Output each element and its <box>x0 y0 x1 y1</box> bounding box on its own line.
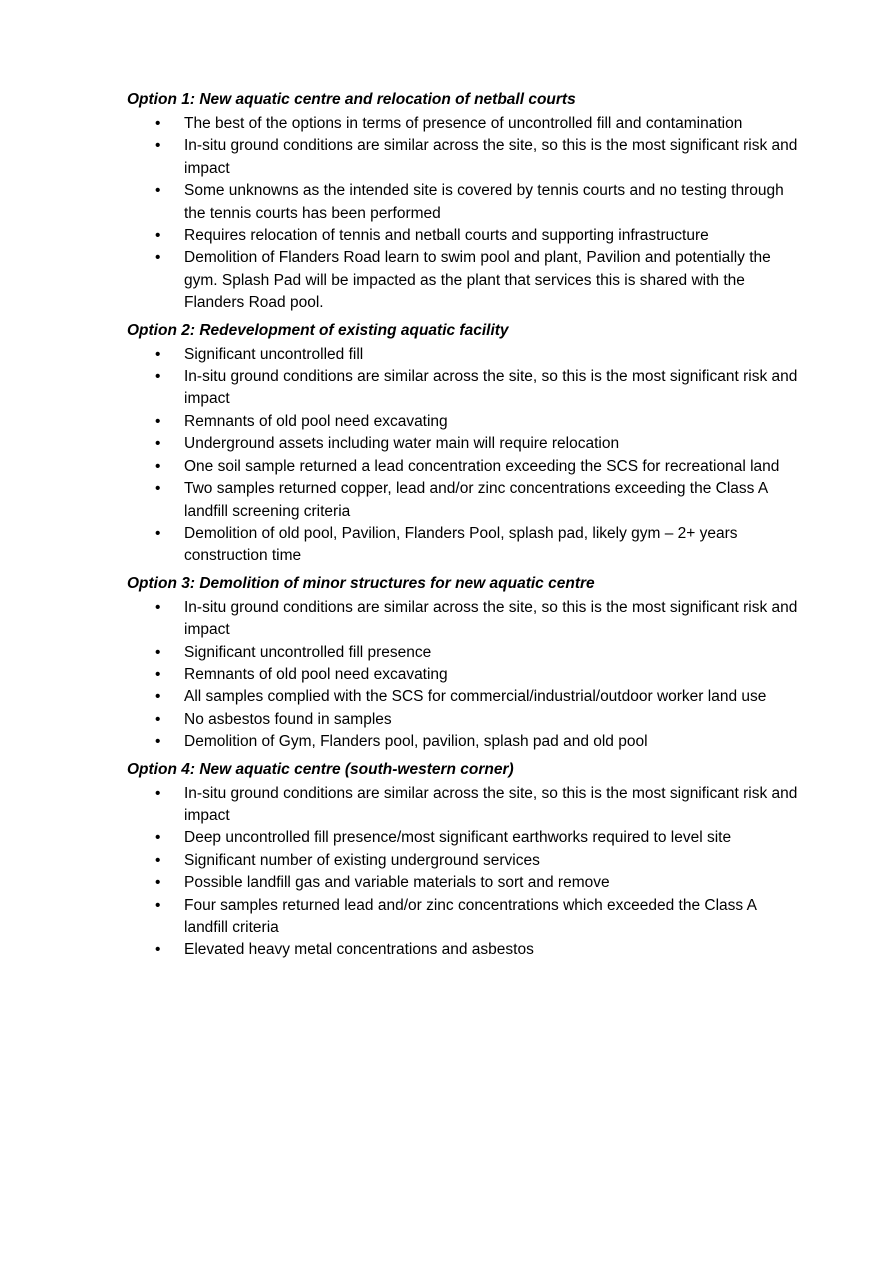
bullet-icon: • <box>155 524 161 542</box>
list-item <box>127 664 799 686</box>
bullet-icon: • <box>155 896 161 914</box>
list-item <box>127 225 799 247</box>
bullet-icon: • <box>155 784 161 802</box>
list-item <box>127 113 799 135</box>
bullet-icon: • <box>155 941 161 959</box>
list-item-text: Underground assets including water main will require relocation <box>184 435 620 453</box>
list-item <box>127 731 799 753</box>
section-heading: Option 2: Redevelopment of existing aquatic facility <box>127 321 509 339</box>
list-item-text: In-situ ground conditions are similar across the site, so this is the most significant risk and impact <box>184 137 798 177</box>
document-body <box>127 89 799 967</box>
list-item-text: Significant uncontrolled fill <box>184 345 364 363</box>
list-item <box>127 895 799 940</box>
bullet-icon: • <box>155 665 161 683</box>
bullet-icon: • <box>155 457 161 475</box>
option-section <box>127 320 799 568</box>
bullet-list <box>127 113 799 315</box>
bullet-icon: • <box>155 345 161 363</box>
list-item-text: All samples complied with the SCS for commercial/industrial/outdoor worker land use <box>184 688 767 706</box>
list-item <box>127 433 799 455</box>
bullet-icon: • <box>155 829 161 847</box>
list-item <box>127 686 799 708</box>
list-item <box>127 247 799 314</box>
list-item-text: Significant uncontrolled fill presence <box>184 643 432 661</box>
bullet-list <box>127 344 799 568</box>
list-item-text: The best of the options in terms of presence of uncontrolled fill and contamination <box>184 115 743 132</box>
list-item-text: Requires relocation of tennis and netball courts and supporting infrastructure <box>184 227 709 245</box>
list-item-text: Demolition of old pool, Pavilion, Flanders Pool, splash pad, likely gym – 2+ years construction time <box>184 524 738 565</box>
bullet-icon: • <box>155 598 161 616</box>
list-item <box>127 783 799 828</box>
list-item <box>127 827 799 849</box>
section-heading: Option 4: New aquatic centre (south-western corner) <box>127 760 514 778</box>
bullet-icon: • <box>155 412 161 430</box>
list-item-text: Remnants of old pool need excavating <box>184 412 448 430</box>
list-item <box>127 523 799 568</box>
bullet-list <box>127 783 799 962</box>
list-item-text: One soil sample returned a lead concentration exceeding the SCS for recreational land <box>184 457 780 475</box>
option-section <box>127 89 799 315</box>
bullet-icon: • <box>155 710 161 728</box>
list-item <box>127 597 799 642</box>
list-item <box>127 709 799 731</box>
list-item-text: Possible landfill gas and variable materials to sort and remove <box>184 874 610 892</box>
list-item-text: Deep uncontrolled fill presence/most significant earthworks required to level site <box>184 829 732 847</box>
list-item-text: No asbestos found in samples <box>184 710 392 728</box>
bullet-icon: • <box>155 249 161 267</box>
list-item-text: Four samples returned lead and/or zinc concentrations which exceeded the Class A landfill criteria <box>184 896 757 936</box>
list-item <box>127 872 799 894</box>
list-item-text: In-situ ground conditions are similar across the site, so this is the most significant risk and impact <box>184 598 798 639</box>
list-item-text: Some unknowns as the intended site is covered by tennis courts and no testing through the tennis courts has been performed <box>184 182 784 222</box>
bullet-icon: • <box>155 643 161 661</box>
list-item <box>127 456 799 478</box>
list-item-text: Remnants of old pool need excavating <box>184 665 448 683</box>
bullet-icon: • <box>155 115 161 132</box>
list-item-text: In-situ ground conditions are similar across the site, so this is the most significant risk and impact <box>184 368 798 408</box>
bullet-icon: • <box>155 227 161 245</box>
bullet-list <box>127 597 799 754</box>
list-item <box>127 939 799 961</box>
list-item <box>127 180 799 225</box>
bullet-icon: • <box>155 688 161 706</box>
section-heading: Option 3: Demolition of minor structures for new aquatic centre <box>127 574 595 592</box>
bullet-icon: • <box>155 480 161 498</box>
option-section <box>127 759 799 962</box>
bullet-icon: • <box>155 435 161 453</box>
bullet-icon: • <box>155 368 161 386</box>
list-item <box>127 344 799 366</box>
section-heading: Option 1: New aquatic centre and relocation of netball courts <box>127 91 576 108</box>
bullet-icon: • <box>155 733 161 751</box>
list-item-text: Significant number of existing underground services <box>184 851 540 869</box>
list-item-text: Two samples returned copper, lead and/or zinc concentrations exceeding the Class A landfill screening criteria <box>184 480 768 520</box>
list-item-text: Elevated heavy metal concentrations and asbestos <box>184 941 534 959</box>
bullet-icon: • <box>155 874 161 892</box>
list-item <box>127 642 799 664</box>
list-item-text: Demolition of Flanders Road learn to swim pool and plant, Pavilion and potentially the gym. Splash Pad will be impacted as the plant that services this is shared with the Flanders Road pool. <box>184 249 771 312</box>
list-item-text: Demolition of Gym, Flanders pool, pavilion, splash pad and old pool <box>184 733 648 751</box>
bullet-icon: • <box>155 137 161 155</box>
list-item <box>127 135 799 180</box>
bullet-icon: • <box>155 851 161 869</box>
list-item-text: In-situ ground conditions are similar across the site, so this is the most significant risk and impact <box>184 784 798 824</box>
list-item <box>127 366 799 411</box>
list-item <box>127 478 799 523</box>
list-item <box>127 850 799 872</box>
list-item <box>127 411 799 433</box>
bullet-icon: • <box>155 182 161 200</box>
option-section <box>127 573 799 754</box>
